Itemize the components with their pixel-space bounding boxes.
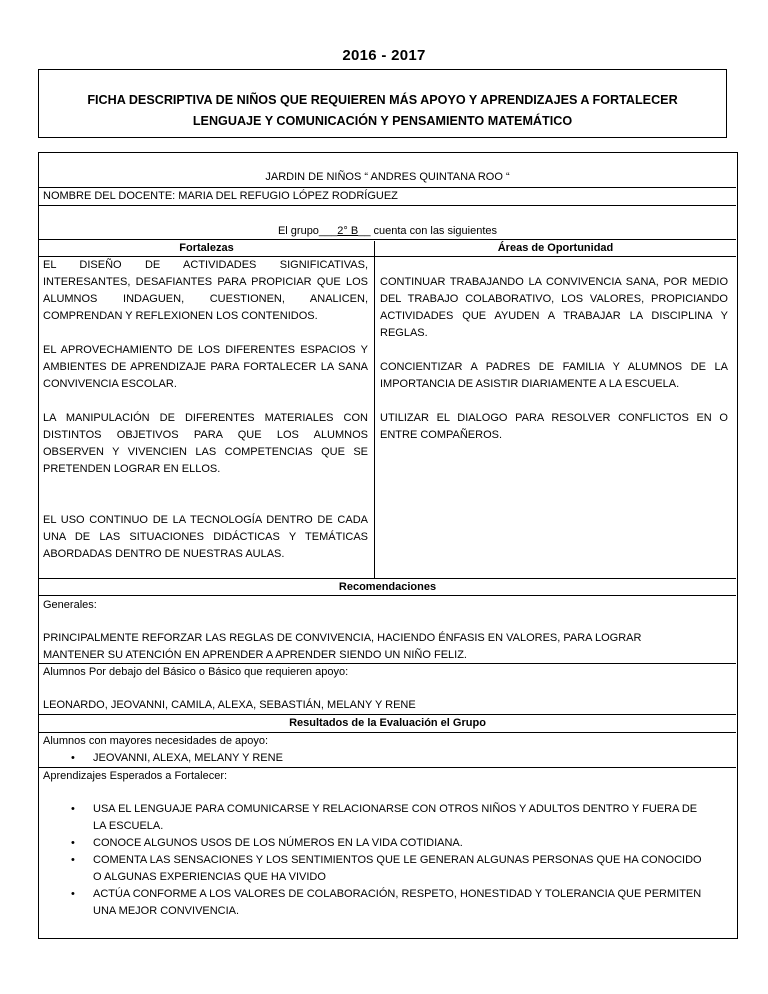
group-suffix: __ cuenta con las siguientes [358, 225, 498, 237]
generales-text: PRINCIPALMENTE REFORZAR LAS REGLAS DE CONVIVENCIA, HACIENDO ÉNFASIS EN VALORES, PARA LOGRAR MANTENER SU ATENCIÓN EN APRENDER A APRENDER SIENDO UN NIÑO FELIZ. [43, 632, 642, 661]
aprendizajes-label: Aprendizajes Esperados a Fortalecer: [43, 770, 228, 782]
teacher-row [39, 188, 736, 206]
document-title-box [38, 69, 727, 138]
oportunidad-item: CONCIENTIZAR A PADRES DE FAMILIA Y ALUMNOS DE LA IMPORTANCIA DE ASISTIR DIARIAMENTE A LA ESCUELA. [380, 361, 728, 390]
bullet-icon: • [71, 803, 75, 815]
group-line [39, 225, 736, 237]
alumnos-debajo-text: LEONARDO, JEOVANNI, CAMILA, ALEXA, SEBASTIÁN, MELANY Y RENE [43, 699, 416, 711]
mayores-label: Alumnos con mayores necesidades de apoyo: [43, 735, 269, 747]
list-item-text: CONOCE ALGUNOS USOS DE LOS NÚMEROS EN LA VIDA COTIDIANA. [93, 837, 463, 849]
generales-label: Generales: [43, 599, 97, 611]
list-item [43, 801, 713, 835]
mayores-necesidades-row [39, 733, 736, 768]
fortalezas-header: Fortalezas [179, 242, 234, 254]
group-value: 2° B [337, 225, 359, 237]
teacher-name: NOMBRE DEL DOCENTE: MARIA DEL REFUGIO LÓPEZ RODRÍGUEZ [43, 190, 398, 202]
aprendizajes-list [43, 801, 713, 920]
recomendaciones-header-row [39, 578, 736, 596]
fortalezas-list [43, 257, 368, 580]
column-divider [374, 241, 375, 579]
oportunidad-item: UTILIZAR EL DIALOGO PARA RESOLVER CONFLICTOS EN O ENTRE COMPAÑEROS. [380, 412, 728, 441]
resultados-header: Resultados de la Evaluación el Grupo [289, 717, 486, 729]
group-row [39, 206, 736, 241]
list-item-text: ACTÚA CONFORME A LOS VALORES DE COLABORACIÓN, RESPETO, HONESTIDAD Y TOLERANCIA QUE PERMITEN UNA MEJOR CONVIVENCIA. [93, 888, 702, 917]
fortaleza-item: EL DISEÑO DE ACTIVIDADES SIGNIFICATIVAS, INTERESANTES, DESAFIANTES PARA PROPICIAR QUE LOS ALUMNOS INDAGUEN, CUESTIONEN, ANALICEN, COMPRENDAN Y REFLEXIONEN LOS CONTENIDOS. [43, 259, 368, 322]
title-line-1: FICHA DESCRIPTIVA DE NIÑOS QUE REQUIEREN MÁS APOYO Y APRENDIZAJES A FORTALECER [87, 93, 678, 107]
columns-header-row [39, 239, 736, 257]
list-item-text: COMENTA LAS SENSACIONES Y LOS SENTIMIENTOS QUE LE GENERAN ALGUNAS PERSONAS QUE HA CONOCIDO O ALGUNAS EXPERIENCIAS QUE HA VIVIDO [93, 854, 702, 883]
aprendizajes-row [39, 768, 736, 937]
list-item [43, 886, 713, 920]
bullet-icon: • [71, 854, 75, 866]
title-line-2: LENGUAJE Y COMUNICACIÓN Y PENSAMIENTO MATEMÁTICO [192, 114, 573, 128]
recomendaciones-header: Recomendaciones [338, 581, 437, 593]
mayores-list [43, 750, 723, 767]
generales-row [39, 596, 736, 664]
school-year: 2016 - 2017 [342, 47, 426, 64]
bullet-icon: • [71, 752, 75, 764]
list-item [43, 750, 723, 767]
list-item-text: USA EL LENGUAJE PARA COMUNICARSE Y RELACIONARSE CON OTROS NIÑOS Y ADULTOS DENTRO Y FUERA DE LA ESCUELA. [93, 803, 698, 832]
resultados-header-row [39, 715, 736, 733]
list-item [43, 852, 713, 886]
oportunidades-header: Áreas de Oportunidad [497, 242, 614, 254]
bullet-icon: • [71, 888, 75, 900]
alumnos-debajo-row [39, 664, 736, 715]
fortaleza-item: LA MANIPULACIÓN DE DIFERENTES MATERIALES CON DISTINTOS OBJETIVOS PARA QUE LOS ALUMNOS OBSERVEN Y VIVENCIEN LAS COMPETENCIAS QUE SE PRETENDEN LOGRAR EN ELLOS. [43, 412, 368, 475]
group-prefix: El grupo___ [277, 225, 338, 237]
school-row [39, 153, 736, 188]
descriptive-form-table [38, 152, 738, 939]
fortaleza-item: EL USO CONTINUO DE LA TECNOLOGÍA DENTRO DE CADA UNA DE LAS SITUACIONES DIDÁCTICAS Y TEMÁTICAS ABORDADAS DENTRO DE NUESTRAS AULAS. [43, 514, 368, 560]
school-name: JARDIN DE NIÑOS “ ANDRES QUINTANA ROO “ [265, 171, 510, 183]
bullet-icon: • [71, 837, 75, 849]
fortaleza-item: EL APROVECHAMIENTO DE LOS DIFERENTES ESPACIOS Y AMBIENTES DE APRENDIZAJE PARA FORTALECER LA SANA CONVIVENCIA ESCOLAR. [43, 344, 368, 390]
list-item [43, 835, 713, 852]
list-item-text: JEOVANNI, ALEXA, MELANY Y RENE [93, 752, 283, 764]
alumnos-debajo-label: Alumnos Por debajo del Básico o Básico que requieren apoyo: [43, 666, 349, 678]
oportunidades-list [380, 274, 728, 461]
oportunidad-item: CONTINUAR TRABAJANDO LA CONVIVENCIA SANA, POR MEDIO DEL TRABAJO COLABORATIVO, LOS VALORES, PROPICIANDO ACTIVIDADES QUE AYUDEN A TRABAJAR LA DISCIPLINA Y REGLAS. [380, 276, 728, 339]
